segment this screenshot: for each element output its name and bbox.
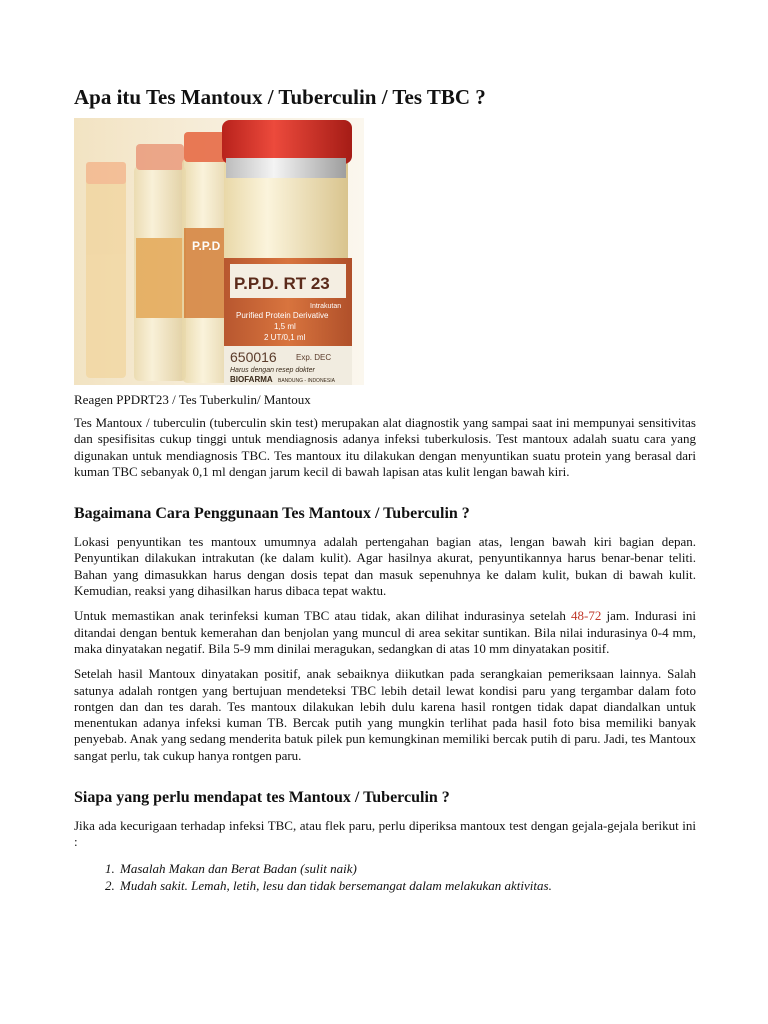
- vial-title: P.P.D. RT 23: [234, 274, 330, 293]
- vial-photo: [74, 118, 364, 385]
- vial-city: BANDUNG - INDONESIA: [278, 378, 335, 384]
- page-title: Apa itu Tes Mantoux / Tuberculin / Tes TBC ?: [74, 85, 486, 109]
- vial-line1: Intrakutan: [310, 303, 342, 310]
- usage-paragraph-2-end: jam. Indurasi ini ditandai dengan bentuk kemerahan dan benjolan yang muncul di area sekitar suntikan. Bila nilai indurasinya 0-4 mm, maka dinyatakan negatif. Bila 5-9 mm dinilai meragukan, sedangkan di atas 10 mm dinyatakan positif.: [74, 608, 696, 656]
- list-item: 2. Mudah sakit. Lemah, letih, lesu dan tidak bersemangat dalam melakukan aktivitas.: [118, 877, 696, 894]
- vial-warning: Harus dengan resep dokter: [230, 367, 315, 374]
- hours-highlight: 48-72: [571, 608, 602, 624]
- who-paragraph-1: Jika ada kecurigaan terhadap infeksi TBC, atau flek paru, perlu diperiksa mantoux test dengan gejala-gejala berikut ini :: [74, 818, 696, 850]
- section-heading-usage: Bagaimana Cara Penggunaan Tes Mantoux / Tuberculin ?: [74, 505, 470, 523]
- intro-paragraph: Tes Mantoux / tuberculin (tuberculin skin test) merupakan alat diagnostik yang sampai saat ini mempunyai sensitivitas dan spesifisitas cukup tinggi untuk mendiagnosis adanya infeksi tuberkulosis. Test mantoux adalah suatu cara yang digunakan untuk mendiagnosis TBC. Tes mantoux itu dilakukan dengan menyuntikan suatu protein yang berasal dari kuman TBC sebanyak 0,1 ml dengan jarum kecil di bawah lapisan atas kulit lengan bawah kiri.: [74, 415, 696, 479]
- list-item: 1. Masalah Makan dan Berat Badan (sulit naik): [118, 860, 696, 877]
- usage-paragraph-2-start: Untuk memastikan anak terinfeksi kuman TBC atau tidak, akan dilihat indurasinya setelah: [74, 608, 572, 624]
- vial-batch: 650016: [230, 349, 277, 365]
- section-heading-who: Siapa yang perlu mendapat tes Mantoux / Tuberculin ?: [74, 789, 450, 807]
- usage-paragraph-1: Lokasi penyuntikan tes mantoux umumnya adalah pertengahan bagian atas, lengan bawah kiri bagian depan. Penyuntikan dilakukan intrakutan (ke dalam kulit). Agar hasilnya akurat, penyuntikannya harus benar-benar teliti. Bahan yang dimasukkan harus dengan dosis tepat dan masuk sepenuhnya ke dalam kulit, bukan di bawah kulit. Kemudian, reaksi yang dihasilkan harus dibaca tepat waktu.: [74, 534, 696, 599]
- vial-maker: BIOFARMA: [230, 375, 273, 384]
- article: [74, 84, 696, 894]
- vial-line2: Purified Protein Derivative: [236, 311, 329, 320]
- vial-line4: 2 UT/0,1 ml: [264, 333, 306, 342]
- usage-paragraph-3: Setelah hasil Mantoux dinyatakan positif, anak sebaiknya diikutkan pada serangkaian pemeriksaan lainnya. Salah satunya adalah rontgen yang bertujuan mendeteksi TBC lebih detail lewat kondisi paru yang tergambar dalam foto rontgen dan dan tes darah. Tes mantoux dilakukan lebih dulu karena hasil rontgen tidak dapat diandalkan untuk menentukan adanya infeksi kuman TB. Bercak putih yang mungkin terlihat pada hasil foto bisa memiliki banyak penyebab. Anak yang sedang menderita batuk pilek pun kemungkinan memiliki bercak putih di paru. Jadi, tes Mantoux sangat perlu, tak cukup hanya rontgen paru.: [74, 666, 696, 763]
- vial-line3: 1,5 ml: [274, 322, 296, 331]
- usage-paragraph-2: [74, 608, 696, 657]
- image-caption: Reagen PPDRT23 / Tes Tuberkulin/ Mantoux: [74, 392, 311, 407]
- vial-exp: Exp. DEC: [296, 353, 332, 362]
- side-vial-label: P.P.D: [192, 239, 221, 253]
- symptom-list: [74, 860, 696, 894]
